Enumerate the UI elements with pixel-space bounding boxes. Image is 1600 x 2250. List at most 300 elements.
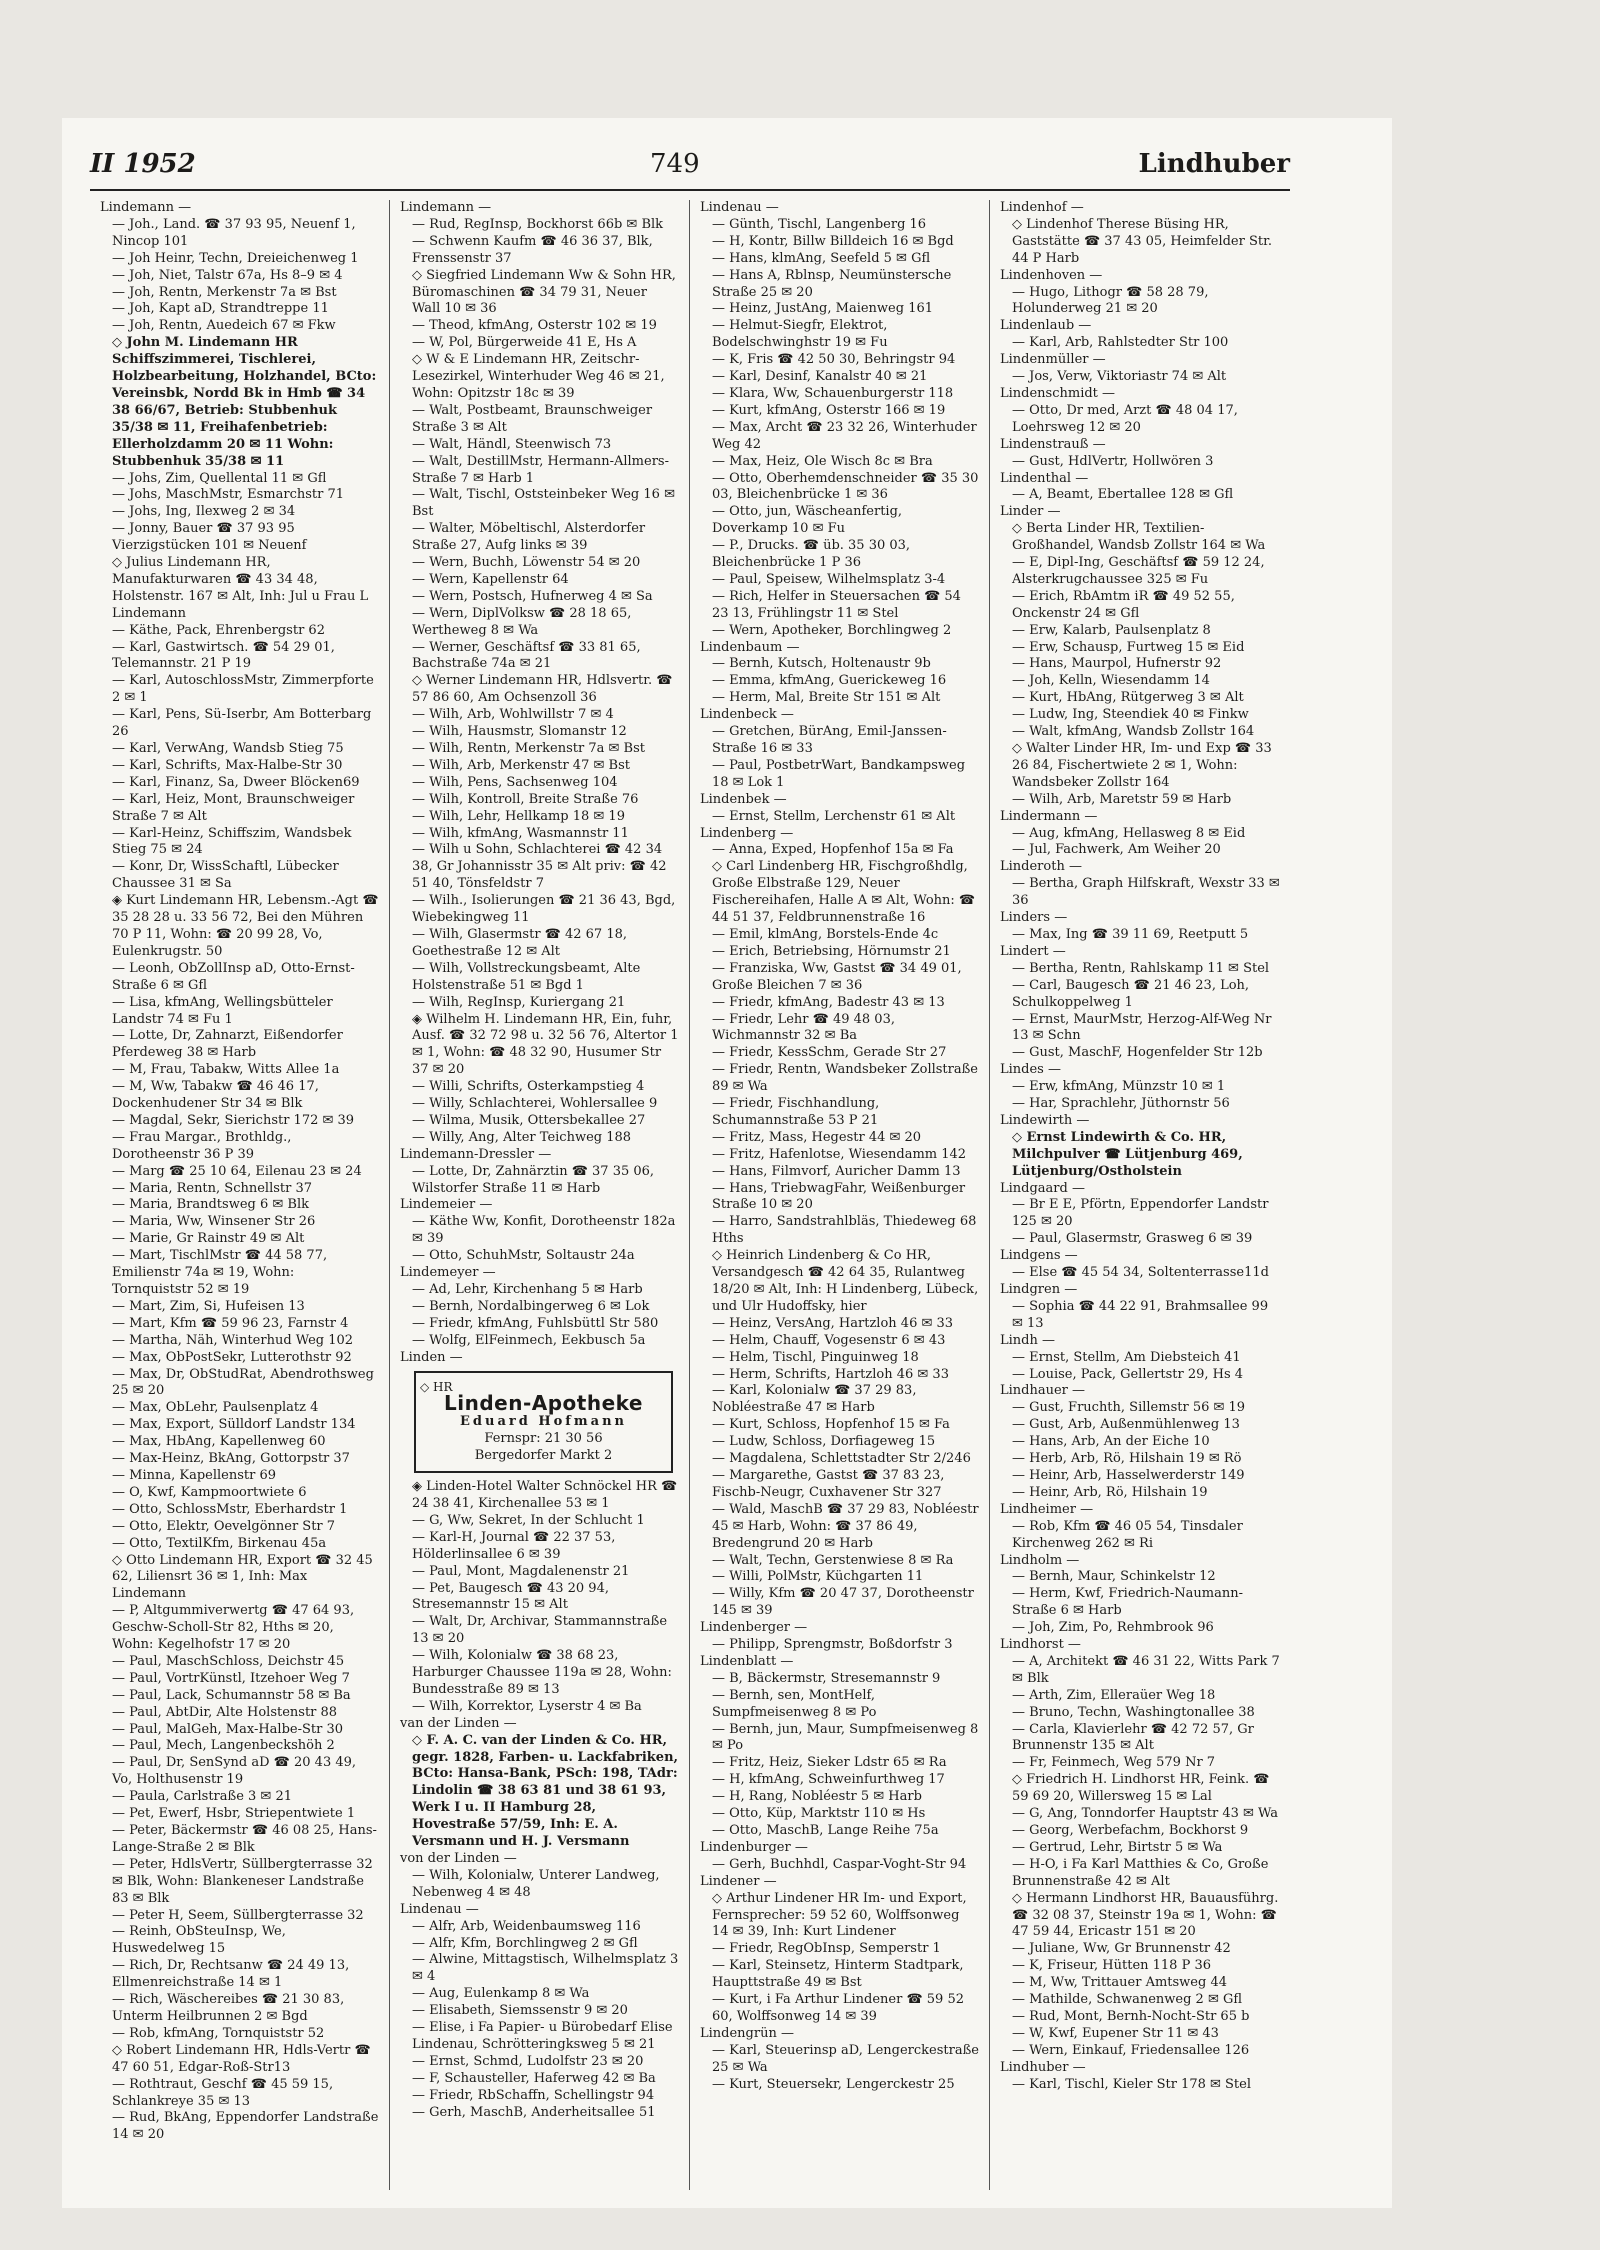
directory-entry: — Franziska, Ww, Gastst ☎ 34 49 01, Große Bleichen 7 ✉ 36: [712, 960, 962, 993]
directory-entry: — Max, HbAng, Kapellenweg 60: [112, 1434, 326, 1450]
directory-entry: — Otto, Dr med, Arzt ☎ 48 04 17, Loehrsweg 12 ✉ 20: [1012, 402, 1238, 435]
directory-entry: — Willy, Kfm ☎ 20 47 37, Dorotheenstr 145 ✉ 39: [712, 1586, 974, 1619]
directory-entry: — Pet, Baugesch ☎ 43 20 94, Stresemannstr 15 ✉ Alt: [412, 1580, 609, 1613]
directory-entry: — Kurt, kfmAng, Osterstr 166 ✉ 19: [712, 402, 946, 418]
directory-entry: — Friedr, KessSchm, Gerade Str 27: [712, 1045, 947, 1061]
surname-heading: Lindenbaum —: [700, 639, 800, 655]
directory-entry: — Max, Export, Sülldorf Landstr 134: [112, 1417, 356, 1433]
directory-entry: — Hans, Maurpol, Hufnerstr 92: [1012, 656, 1222, 672]
directory-entry: — Bruno, Techn, Washingtonallee 38: [1012, 1704, 1255, 1720]
directory-entry: — Aug, Eulenkamp 8 ✉ Wa: [412, 1986, 590, 2002]
directory-entry: — Paula, Carlstraße 3 ✉ 21: [112, 1789, 293, 1805]
directory-entry: — Herm, Mal, Breite Str 151 ✉ Alt: [712, 690, 941, 706]
directory-entry: ◇ Berta Linder HR, Textilien-Großhandel, Wandsb Zollstr 164 ✉ Wa: [1012, 521, 1266, 554]
directory-entry: — Wilh, Kolonialw ☎ 38 68 23, Harburger Chaussee 119a ✉ 28, Wohn: Bundesstraße 89 ✉ 13: [412, 1648, 672, 1697]
directory-entry: — Karl, AutoschlossMstr, Zimmerpforte 2 ✉ 1: [112, 673, 374, 706]
directory-entry: — Wilh, Arb, Wohlwillstr 7 ✉ 4: [412, 707, 614, 723]
directory-entry: — Heinz, VersAng, Hartzloh 46 ✉ 33: [712, 1315, 954, 1331]
directory-entry: — Lotte, Dr, Zahnarzt, Eißendorfer Pferdeweg 38 ✉ Harb: [112, 1028, 343, 1061]
directory-entry: — Hans, Arb, An der Eiche 10: [1012, 1434, 1210, 1450]
directory-entry: — Johs, Ing, Ilexweg 2 ✉ 34: [112, 504, 296, 520]
directory-entry: — Friedr, RegObInsp, Semperstr 1: [712, 1941, 941, 1957]
directory-entry: — Wilh, Arb, Merkenstr 47 ✉ Bst: [412, 757, 630, 773]
directory-entry: — Otto, Elektr, Oevelgönner Str 7: [112, 1518, 336, 1534]
directory-entry: — Willy, Schlachterei, Wohlersallee 9: [412, 1096, 658, 1112]
surname-heading: Lindenburger —: [700, 1839, 808, 1855]
directory-entry: — M, Ww, Trittauer Amtsweg 44: [1012, 1975, 1228, 1991]
directory-entry: — Hugo, Lithogr ☎ 58 28 79, Holunderweg 21 ✉ 20: [1012, 284, 1209, 317]
directory-entry: — Rich, Dr, Rechtsanw ☎ 24 49 13, Ellmenreichstraße 14 ✉ 1: [112, 1958, 350, 1991]
directory-entry: — Mart, Zim, Si, Hufeisen 13: [112, 1298, 305, 1314]
directory-entry: — Wern, Buchh, Löwenstr 54 ✉ 20: [412, 555, 641, 571]
directory-entry: — Max, Archt ☎ 23 32 26, Winterhuder Weg 42: [712, 419, 977, 452]
directory-entry: — Peter, Bäckermstr ☎ 46 08 25, Hans-Lange-Straße 2 ✉ Blk: [112, 1823, 377, 1855]
page-number: 749: [650, 149, 700, 179]
directory-entry: — Max, ObPostSekr, Lutterothstr 92: [112, 1349, 352, 1365]
directory-entry: — E, Dipl-Ing, Geschäftsf ☎ 59 12 24, Alsterkrugchaussee 325 ✉ Fu: [1012, 555, 1265, 587]
directory-entry: — Aug, kfmAng, Hellasweg 8 ✉ Eid: [1012, 825, 1246, 841]
directory-entry: ◇ Otto Lindemann HR, Export ☎ 32 45 62, Liliensrt 36 ✉ 1, Inh: Max Lindemann: [112, 1552, 373, 1602]
directory-entry: — B, Bäckermstr, Stresemannstr 9: [712, 1670, 941, 1686]
directory-entry: — Jul, Fachwerk, Am Weiher 20: [1012, 842, 1221, 858]
surname-heading: Lindermann —: [1000, 808, 1098, 824]
directory-entry: — Helmut-Siegfr, Elektrot, Bodelschwinghstr 19 ✉ Fu: [712, 318, 888, 351]
directory-entry: — Joh Heinr, Techn, Dreieichenweg 1: [112, 250, 359, 266]
directory-entry: — Max, Dr, ObStudRat, Abendrothsweg 25 ✉ 20: [112, 1366, 374, 1399]
directory-entry: — Kurt, i Fa Arthur Lindener ☎ 59 52 60, Wolffsonweg 14 ✉ 39: [712, 1992, 964, 2024]
directory-entry: ◇ Arthur Lindener HR Im- und Export, Fernsprecher: 59 52 60, Wolffsonweg 14 ✉ 39, Inh: Kurt Lindener: [712, 1890, 967, 1940]
directory-entry: ◇ Ernst Lindewirth & Co. HR, Milchpulver ☎ Lütjenburg 469, Lütjenburg/Ostholstein: [1012, 1129, 1243, 1179]
column-2: [390, 200, 690, 2190]
directory-entry: — Karl, Arb, Rahlstedter Str 100: [1012, 335, 1229, 351]
surname-heading: Lindenberg —: [700, 825, 794, 841]
directory-entry: — Kurt, Steuersekr, Lengerckestr 25: [712, 2076, 955, 2092]
directory-entry: — Friedr, kfmAng, Fuhlsbüttl Str 580: [412, 1315, 659, 1331]
surname-heading: Lindholm —: [1000, 1552, 1080, 1568]
directory-entry: — M, Frau, Tabakw, Witts Allee 1a: [112, 1062, 340, 1078]
surname-heading: Lindewirth —: [1000, 1112, 1090, 1128]
surname-heading: Lindemeyer —: [400, 1265, 496, 1281]
directory-entry: — Johs, Zim, Quellental 11 ✉ Gfl: [112, 470, 327, 486]
surname-heading: Lindes —: [1000, 1062, 1061, 1078]
surname-heading: Linden —: [400, 1349, 463, 1365]
directory-entry: — Frau Margar., Brothldg., Dorotheenstr 36 P 39: [112, 1129, 292, 1162]
directory-entry: — Käthe, Pack, Ehrenbergstr 62: [112, 622, 325, 638]
directory-entry: — Wilh, kfmAng, Wasmannstr 11: [412, 825, 629, 841]
surname-heading: Lindener —: [700, 1873, 777, 1889]
directory-entry: — Wern, DiplVolksw ☎ 28 18 65, Wertheweg 8 ✉ Wa: [412, 605, 632, 638]
directory-entry: — Herm, Kwf, Friedrich-Naumann-Straße 6 ✉ Harb: [1012, 1586, 1243, 1619]
directory-entry: — Philipp, Sprengmstr, Boßdorfstr 3: [712, 1637, 953, 1653]
directory-entry: — Friedr, kfmAng, Badestr 43 ✉ 13: [712, 994, 945, 1010]
directory-entry: — Paul, Dr, SenSynd aD ☎ 20 43 49, Vo, Holthusenstr 19: [112, 1755, 357, 1788]
directory-entry: — Rich, Wäschereibes ☎ 21 30 83, Unterm Heilbrunnen 2 ✉ Bgd: [112, 1992, 345, 2024]
directory-entry: ◇ Lindenhof Therese Büsing HR, Gaststätte ☎ 37 43 05, Heimfelder Str. 44 P Harb: [1012, 216, 1273, 266]
directory-entry: — Walt, Dr, Archivar, Stammannstraße 13 ✉ 20: [412, 1614, 668, 1647]
surname-heading: Lindemeier —: [400, 1197, 493, 1213]
directory-entry: — Ernst, MaurMstr, Herzog-Alf-Weg Nr 13 ✉ Schn: [1012, 1011, 1272, 1044]
directory-entry: — Fr, Feinmech, Weg 579 Nr 7: [1012, 1755, 1216, 1771]
directory-entry: — G, Ang, Tonndorfer Hauptstr 43 ✉ Wa: [1012, 1806, 1279, 1822]
directory-entry: — Wilh, Kontroll, Breite Straße 76: [412, 791, 639, 807]
directory-entry: — H-O, i Fa Karl Matthies & Co, Große Brunnenstraße 42 ✉ Alt: [1012, 1856, 1269, 1889]
directory-entry: — Wilh, Vollstreckungsbeamt, Alte Holstenstraße 51 ✉ Bgd 1: [412, 960, 641, 993]
directory-entry: — Günth, Tischl, Langenberg 16: [712, 216, 927, 232]
directory-entry: — Hans A, Rblnsp, Neumünstersche Straße 25 ✉ 20: [712, 267, 952, 300]
directory-entry: — Arth, Zim, Elleraüer Weg 18: [1012, 1687, 1216, 1703]
directory-entry: — Emma, kfmAng, Guerickeweg 16: [712, 673, 947, 689]
surname-heading: Lindheimer —: [1000, 1501, 1094, 1517]
directory-entry: ◇ Werner Lindemann HR, Hdlsvertr. ☎ 57 86 60, Am Ochsenzoll 36: [412, 673, 673, 706]
directory-entry: — H, Kontr, Billw Billdeich 16 ✉ Bgd: [712, 233, 954, 249]
surname-heading: Lindenlaub —: [1000, 318, 1092, 334]
directory-entry: — Maria, Rentn, Schnellstr 37: [112, 1180, 313, 1196]
directory-entry: — Bernh, Kutsch, Holtenaustr 9b: [712, 656, 931, 672]
column-1: [90, 200, 390, 2190]
directory-entry: — Wilh, Pens, Sachsenweg 104: [412, 774, 618, 790]
directory-entry: — Theod, kfmAng, Osterstr 102 ✉ 19: [412, 318, 657, 334]
surname-heading: Lindgren —: [1000, 1282, 1078, 1297]
surname-heading: Lindgaard —: [1000, 1180, 1085, 1196]
directory-entry: — Louise, Pack, Gellertstr 29, Hs 4: [1012, 1366, 1244, 1382]
directory-entry: ◇ Siegfried Lindemann Ww & Sohn HR, Büromaschinen ☎ 34 79 31, Neuer Wall 10 ✉ 36: [412, 267, 676, 317]
directory-entry: — Fritz, Hafenlotse, Wiesendamm 142: [712, 1146, 967, 1162]
directory-entry: — Lisa, kfmAng, Wellingsbütteler Landstr 74 ✉ Fu 1: [112, 994, 333, 1027]
directory-entry: — W, Kwf, Eupener Str 11 ✉ 43: [1012, 2025, 1219, 2041]
directory-entry: — Wilh, RegInsp, Kuriergang 21: [412, 994, 626, 1010]
directory-entry: — Erich, Betriebsing, Hörnumstr 21: [712, 943, 951, 959]
directory-entry: — Erich, RbAmtm iR ☎ 49 52 55, Onckenstr 24 ✉ Gfl: [1012, 588, 1235, 621]
directory-entry: — Wilh u Sohn, Schlachterei ☎ 42 34 38, Gr Johannisstr 35 ✉ Alt priv: ☎ 42 51 40, Tönsfeldstr 7: [412, 842, 667, 892]
directory-entry: — Klara, Ww, Schauenburgerstr 118: [712, 385, 954, 401]
directory-entry: ◇ W & E Lindemann HR, Zeitschr-Lesezirkel, Winterhuder Weg 46 ✉ 21, Wohn: Opitzstr 18c ✉ 39: [412, 352, 665, 401]
surname-heading: Lindenberger —: [700, 1620, 808, 1636]
directory-entry: — Heinr, Arb, Hasselwerderstr 149: [1012, 1467, 1245, 1483]
directory-entry: — Gust, HdlVertr, Hollwören 3: [1012, 453, 1214, 469]
directory-entry: — Magdal, Sekr, Sierichstr 172 ✉ 39: [112, 1112, 355, 1128]
directory-entry: — F, Schausteller, Haferweg 42 ✉ Ba: [412, 2070, 656, 2086]
directory-entry: — Margarethe, Gastst ☎ 37 83 23, Fischb-Neugr, Cuxhavener Str 327: [712, 1467, 945, 1500]
directory-entry: ◇ Julius Lindemann HR, Manufakturwaren ☎ 43 34 48, Holstenstr. 167 ✉ Alt, Inh: Jul u Frau L Lindemann: [112, 555, 369, 621]
directory-entry: ◇ Carl Lindenberg HR, Fischgroßhdlg, Große Elbstraße 129, Neuer Fischereihafen, Halle A ✉ Alt, Wohn: ☎ 44 51 37, Feldbrunnenstraße 16: [712, 859, 976, 926]
directory-entry: — Wern, Kapellenstr 64: [412, 571, 569, 587]
directory-entry: — Gretchen, BürAng, Emil-Janssen-Straße 16 ✉ 33: [712, 724, 947, 756]
directory-entry: — Karl, Pens, Sü-Iserbr, Am Botterbarg 26: [112, 707, 372, 740]
directory-entry: — Paul, VortrKünstl, Itzehoer Weg 7: [112, 1670, 350, 1686]
directory-entry: — Bertha, Rentn, Rahlskamp 11 ✉ Stel: [1012, 960, 1270, 976]
surname-heading: Linder —: [1000, 504, 1061, 520]
directory-entry: — H, Rang, Nobléestr 5 ✉ Harb: [712, 1789, 922, 1805]
surname-heading: Lindh —: [1000, 1332, 1055, 1348]
directory-entry: — Walt, Tischl, Oststeinbeker Weg 16 ✉ Bst: [412, 487, 675, 520]
directory-entry: — Wern, Einkauf, Friedensallee 126: [1012, 2042, 1250, 2058]
directory-columns: [90, 200, 1290, 2190]
directory-entry: — Helm, Chauff, Vogesenstr 6 ✉ 43: [712, 1332, 946, 1348]
ad-tag: ◇ HR: [420, 1379, 453, 1394]
directory-entry: ◇ Hermann Lindhorst HR, Bauausführg. ☎ 32 08 37, Steinstr 19a ✉ 1, Wohn: ☎ 47 59 44, Ericastr 151 ✉ 20: [1012, 1890, 1279, 1940]
directory-entry: — Fritz, Heiz, Sieker Ldstr 65 ✉ Ra: [712, 1755, 947, 1771]
surname-heading: Linders —: [1000, 910, 1068, 926]
directory-entry: ◈ Kurt Lindemann HR, Lebensm.-Agt ☎ 35 28 28 u. 33 56 72, Bei den Mühren 70 P 11, Wohn: ☎ 20 99 28, Vo, Eulenkrugstr. 50: [112, 893, 379, 959]
directory-entry: — Gust, MaschF, Hogenfelder Str 12b: [1012, 1045, 1263, 1061]
directory-entry: — Peter H, Seem, Süllbergterrasse 32: [112, 1907, 364, 1923]
directory-entry: — Paul, Mech, Langenbeckshöh 2: [112, 1738, 335, 1754]
directory-entry: — Bernh, jun, Maur, Sumpfmeisenweg 8 ✉ Po: [712, 1721, 979, 1754]
surname-heading: Lindenthal —: [1000, 470, 1089, 486]
directory-entry: — Paul, PostbetrWart, Bandkampsweg 18 ✉ Lok 1: [712, 757, 966, 790]
surname-heading: Lindemann-Dressler —: [400, 1146, 552, 1162]
directory-entry: — Wern, Apotheker, Borchlingweg 2: [712, 622, 952, 638]
directory-entry: — Otto, Küp, Marktstr 110 ✉ Hs: [712, 1806, 926, 1822]
directory-entry: — Karl, Heiz, Mont, Braunschweiger Straße 7 ✉ Alt: [112, 791, 355, 824]
directory-entry: — Ernst, Stellm, Lerchenstr 61 ✉ Alt: [712, 808, 956, 824]
directory-entry: — Maria, Ww, Winsener Str 26: [112, 1214, 316, 1230]
directory-entry: — Wilh, Arb, Maretstr 59 ✉ Harb: [1012, 791, 1232, 807]
surname-heading: Lindenschmidt —: [1000, 385, 1116, 401]
ad-line: Bergedorfer Markt 2: [474, 1448, 613, 1464]
directory-entry: — Paul, MaschSchloss, Deichstr 45: [112, 1653, 345, 1669]
directory-entry: — Rud, BkAng, Eppendorfer Landstraße 14 ✉ 20: [112, 2110, 379, 2143]
directory-entry: — Gust, Fruchth, Sillemstr 56 ✉ 19: [1012, 1400, 1246, 1416]
directory-entry: — Reinh, ObSteuInsp, We, Huswedelweg 15: [112, 1924, 286, 1957]
page-header: [90, 145, 1290, 191]
directory-entry: — Wilh, Rentn, Merkenstr 7a ✉ Bst: [412, 741, 645, 756]
surname-heading: Lindenstrauß —: [1000, 436, 1106, 452]
directory-entry: — Walt, Postbeamt, Braunschweiger Straße 3 ✉ Alt: [412, 402, 653, 435]
directory-entry: — Wern, Postsch, Hufnerweg 4 ✉ Sa: [412, 588, 653, 604]
directory-entry: — Joh, Rentn, Merkenstr 7a ✉ Bst: [112, 284, 337, 300]
directory-entry: — Alfr, Arb, Weidenbaumsweg 116: [412, 1918, 641, 1934]
surname-heading: Lindhuber —: [1000, 2059, 1086, 2075]
directory-entry: — Willi, PolMstr, Küchgarten 11: [712, 1569, 924, 1585]
edition-label: II 1952: [90, 149, 196, 179]
directory-entry: — Georg, Werbefachm, Bockhorst 9: [1012, 1823, 1249, 1838]
directory-entry: — Else ☎ 45 54 34, Soltenterrasse11d: [1012, 1265, 1269, 1281]
directory-entry: — Ludw, Ing, Steendiek 40 ✉ Finkw: [1012, 707, 1249, 723]
directory-entry: — Wilma, Musik, Ottersbekallee 27: [412, 1112, 646, 1128]
directory-entry: — Maria, Brandtsweg 6 ✉ Blk: [112, 1197, 309, 1213]
directory-entry: ◇ F. A. C. van der Linden & Co. HR, gegr. 1828, Farben- u. Lackfabriken, BCto: Hansa-Bank, PSch: 198, TAdr: Lindolin ☎ 38 63 81 und 38 61 93, Werk I u. II Hamburg 28, Hovestraße 57/59, Inh: E. A. Versmann und H. J. Versmann: [412, 1732, 679, 1850]
column-4: [990, 200, 1290, 2190]
directory-entry: — Emil, klmAng, Borstels-Ende 4c: [712, 926, 939, 942]
directory-entry: — Mart, TischlMstr ☎ 44 58 77, Emilienstr 74a ✉ 19, Wohn: Tornquiststr 52 ✉ 19: [112, 1248, 328, 1297]
directory-entry: — Friedr, Rentn, Wandsbeker Zollstraße 89 ✉ Wa: [712, 1062, 978, 1095]
directory-entry: — Rich, Helfer in Steuersachen ☎ 54 23 13, Frühlingstr 11 ✉ Stel: [712, 588, 961, 621]
directory-entry: — Alwine, Mittagstisch, Wilhelmsplatz 3 ✉ 4: [412, 1952, 679, 1985]
directory-entry: — Elisabeth, Siemssenstr 9 ✉ 20: [412, 2003, 628, 2019]
directory-entry: ◈ Linden-Hotel Walter Schnöckel HR ☎ 24 38 41, Kirchenallee 53 ✉ 1: [412, 1479, 678, 1511]
directory-entry: — Fritz, Mass, Hegestr 44 ✉ 20: [712, 1129, 922, 1145]
directory-entry: — Konr, Dr, WissSchaftl, Lübecker Chaussee 31 ✉ Sa: [112, 859, 339, 892]
directory-entry: — Rothtraut, Geschf ☎ 45 59 15, Schlankreye 35 ✉ 13: [112, 2076, 334, 2109]
directory-entry: — A, Beamt, Ebertallee 128 ✉ Gfl: [1012, 487, 1234, 503]
directory-entry: — Joh, Zim, Po, Rehmbrook 96: [1012, 1620, 1214, 1636]
directory-entry: — Paul, AbtDir, Alte Holstenstr 88: [112, 1704, 338, 1720]
directory-entry: — Heinz, JustAng, Maienweg 161: [712, 301, 934, 317]
surname-heading: Lindengrün —: [700, 2025, 794, 2041]
surname-heading: Lindhauer —: [1000, 1383, 1086, 1399]
directory-entry: — Elise, i Fa Papier- u Bürobedarf Elise Lindenau, Schrötteringksweg 5 ✉ 21: [412, 2020, 673, 2052]
directory-entry: — K, Fris ☎ 42 50 30, Behringstr 94: [712, 352, 956, 368]
directory-entry: — Otto, SchuhMstr, Soltaustr 24a: [412, 1248, 635, 1264]
directory-entry: ◇ Walter Linder HR, Im- und Exp ☎ 33 26 84, Fischertwiete 2 ✉ 1, Wohn: Wandsbeker Zollstr 164: [1012, 741, 1272, 790]
surname-heading: Lindenbek —: [700, 791, 787, 807]
directory-entry: — Willy, Ang, Alter Teichweg 188: [412, 1129, 632, 1145]
directory-entry: — Friedr, RbSchaffn, Schellingstr 94: [412, 2087, 655, 2103]
surname-heading: Lindemann —: [100, 200, 192, 215]
directory-entry: — M, Ww, Tabakw ☎ 46 46 17, Dockenhudener Str 34 ✉ Blk: [112, 1079, 319, 1112]
directory-entry: — Paul, MalGeh, Max-Halbe-Str 30: [112, 1721, 344, 1737]
directory-entry: — Erw, Schausp, Furtweg 15 ✉ Eid: [1012, 639, 1245, 655]
directory-entry: — Mart, Kfm ☎ 59 96 23, Farnstr 4: [112, 1315, 349, 1331]
directory-entry: ◇ John M. Lindemann HR Schiffszimmerei, Tischlerei, Holzbearbeitung, Holzhandel, BCto: Vereinsbk, Nordd Bk in Hmb ☎ 34 38 66/67, Betrieb: Stubbenhuk 35/38 ✉ 11, Freihafenbetrieb: Ellerholzdamm 20 ✉ 11 Wohn: Stubbenhuk 35/38 ✉ 11: [112, 335, 377, 469]
directory-entry: — Heinr, Arb, Rö, Hilshain 19: [1012, 1484, 1208, 1500]
directory-entry: — Werner, Geschäftsf ☎ 33 81 65, Bachstraße 74a ✉ 21: [412, 639, 641, 672]
directory-entry: — Ludw, Schloss, Dorfiageweg 15: [712, 1434, 936, 1450]
directory-entry: — Har, Sprachlehr, Jüthornstr 56: [1012, 1096, 1230, 1112]
surname-heading: Lindert —: [1000, 943, 1066, 959]
surname-heading: von der Linden —: [400, 1851, 517, 1866]
directory-entry: — Minna, Kapellenstr 69: [112, 1467, 277, 1483]
directory-entry: — Wilh., Isolierungen ☎ 21 36 43, Bgd, Wiebekingweg 11: [412, 893, 676, 926]
directory-entry: — Friedr, Fischhandlung, Schumannstraße 53 P 21: [712, 1096, 880, 1128]
directory-entry: — G, Ww, Sekret, In der Schlucht 1: [412, 1512, 645, 1528]
directory-entry: — Wolfg, ElFeinmech, Eekbusch 5a: [412, 1332, 646, 1348]
directory-entry: — Walt, Händl, Steenwisch 73: [412, 436, 612, 452]
directory-entry: — Wilh, Kolonialw, Unterer Landweg, Nebenweg 4 ✉ 48: [412, 1867, 660, 1900]
directory-entry: — A, Architekt ☎ 46 31 22, Witts Park 7 ✉ Blk: [1012, 1653, 1280, 1686]
directory-entry: — Walter, Möbeltischl, Alsterdorfer Straße 27, Aufg links ✉ 39: [412, 521, 646, 554]
running-head: Lindhuber: [1138, 149, 1290, 179]
directory-entry: — Marie, Gr Rainstr 49 ✉ Alt: [112, 1231, 305, 1247]
directory-entry: — Otto, SchlossMstr, Eberhardstr 1: [112, 1501, 348, 1517]
surname-heading: Lindenhoven —: [1000, 267, 1103, 283]
directory-entry: — Herm, Schrifts, Hartzloh 46 ✉ 33: [712, 1366, 949, 1382]
directory-entry: ◇ Friedrich H. Lindhorst HR, Feink. ☎ 59 69 20, Willersweg 15 ✉ Lal: [1012, 1772, 1270, 1805]
directory-entry: — Schwenn Kaufm ☎ 46 36 37, Blk, Frenssenstr 37: [412, 233, 653, 266]
directory-entry: — Karl, Steinsetz, Hinterm Stadtpark, Haupttstraße 49 ✉ Bst: [712, 1958, 964, 1991]
directory-entry: — Wilh, Hausmstr, Slomanstr 12: [412, 724, 627, 740]
directory-entry: — Rud, Mont, Bernh-Nocht-Str 65 b: [1012, 2008, 1250, 2024]
surname-heading: Lindenmüller —: [1000, 352, 1106, 368]
directory-entry: — Wald, MaschB ☎ 37 29 83, Nobléestr 45 ✉ Harb, Wohn: ☎ 37 86 49, Bredengrund 20 ✉ Harb: [712, 1501, 979, 1551]
directory-entry: — Mathilde, Schwanenweg 2 ✉ Gfl: [1012, 1992, 1243, 2008]
directory-entry: — Leonh, ObZollInsp aD, Otto-Ernst-Straße 6 ✉ Gfl: [112, 960, 355, 993]
directory-entry: — Erw, kfmAng, Münzstr 10 ✉ 1: [1012, 1079, 1226, 1095]
ad-title: Linden-Apotheke: [444, 1391, 643, 1416]
surname-heading: Lindhorst —: [1000, 1637, 1081, 1653]
directory-entry: — Bernh, Maur, Schinkelstr 12: [1012, 1569, 1216, 1585]
directory-entry: — K, Friseur, Hütten 118 P 36: [1012, 1958, 1212, 1974]
directory-entry: — Ernst, Schmd, Ludolfstr 23 ✉ 20: [412, 2053, 644, 2069]
directory-entry: — Rob, kfmAng, Tornquiststr 52: [112, 2025, 325, 2041]
directory-entry: — Bertha, Graph Hilfskraft, Wexstr 33 ✉ 36: [1012, 876, 1280, 909]
directory-entry: — Martha, Näh, Winterhud Weg 102: [112, 1332, 354, 1348]
directory-entry: — Karl, Steuerinsp aD, Lengerckestraße 25 ✉ Wa: [712, 2042, 979, 2075]
directory-entry: — Karl, Schrifts, Max-Halbe-Str 30: [112, 757, 343, 773]
directory-entry: — Paul, Mont, Magdalenenstr 21: [412, 1563, 630, 1579]
directory-entry: — P., Drucks. ☎ üb. 35 30 03, Bleichenbrücke 1 P 36: [712, 538, 911, 571]
directory-entry: — Otto, TextilKfm, Birkenau 45a: [112, 1535, 327, 1551]
directory-entry: — Marg ☎ 25 10 64, Eilenau 23 ✉ 24: [112, 1163, 362, 1179]
directory-entry: — Otto, jun, Wäscheanfertig, Doverkamp 10 ✉ Fu: [712, 504, 903, 537]
directory-entry: — Willi, Schrifts, Osterkampstieg 4: [412, 1079, 645, 1095]
directory-entry: — Otto, Oberhemdenschneider ☎ 35 30 03, Bleichenbrücke 1 ✉ 36: [712, 470, 979, 503]
directory-entry: — Walt, Techn, Gerstenwiese 8 ✉ Ra: [712, 1552, 954, 1568]
column-3: [690, 200, 990, 2190]
directory-entry: — Max-Heinz, BkAng, Gottorpstr 37: [112, 1451, 350, 1467]
directory-entry: — Magdalena, Schlettstadter Str 2/246: [712, 1451, 971, 1467]
directory-entry: — O, Kwf, Kampmoortwiete 6: [112, 1484, 307, 1500]
directory-entry: — Karl-Heinz, Schiffszim, Wandsbek Stieg 75 ✉ 24: [112, 825, 352, 858]
directory-entry: — Karl, Tischl, Kieler Str 178 ✉ Stel: [1012, 2076, 1251, 2092]
ad-line: Fernspr: 21 30 56: [484, 1431, 603, 1447]
directory-entry: — Lotte, Dr, Zahnärztin ☎ 37 35 06, Wilstorfer Straße 11 ✉ Harb: [412, 1163, 655, 1196]
directory-entry: — Max, Heiz, Ole Wisch 8c ✉ Bra: [712, 453, 933, 469]
directory-entry: — Karl, Desinf, Kanalstr 40 ✉ 21: [712, 369, 928, 385]
directory-entry: — Jos, Verw, Viktoriastr 74 ✉ Alt: [1012, 369, 1227, 385]
directory-entry: ◇ Heinrich Lindenberg & Co HR, Versandgesch ☎ 42 64 35, Rulantweg 18/20 ✉ Alt, Inh: H Lindenberg, Lübeck, und Ulr Hudoffsky, hier: [712, 1248, 979, 1314]
directory-entry: — W, Pol, Bürgerweide 41 E, Hs A: [412, 335, 637, 351]
directory-entry: — Wilh, Glasermstr ☎ 42 67 18, Goethestraße 12 ✉ Alt: [412, 926, 628, 959]
surname-heading: van der Linden —: [400, 1715, 517, 1731]
directory-entry: — Karl, VerwAng, Wandsb Stieg 75: [112, 741, 344, 756]
surname-heading: Lindemann —: [400, 200, 492, 215]
directory-entry: — Walt, DestillMstr, Hermann-Allmers-Straße 7 ✉ Harb 1: [412, 453, 669, 486]
directory-entry: — Hans, TriebwagFahr, Weißenburger Straße 10 ✉ 20: [712, 1180, 966, 1213]
directory-entry: — Friedr, Lehr ☎ 49 48 03, Wichmannstr 32 ✉ Ba: [712, 1011, 895, 1044]
directory-entry: — Joh, Kapt aD, Strandtreppe 11: [112, 301, 329, 317]
directory-entry: — Jonny, Bauer ☎ 37 93 95 Vierzigstücken 101 ✉ Neuenf: [112, 521, 307, 554]
surname-heading: Lindenhof —: [1000, 200, 1084, 215]
directory-entry: — Erw, Kalarb, Paulsenplatz 8: [1012, 622, 1211, 638]
directory-entry: — Ernst, Stellm, Am Diebsteich 41: [1012, 1349, 1241, 1365]
directory-entry: — Karl, Kolonialw ☎ 37 29 83, Nobléestraße 47 ✉ Harb: [712, 1383, 917, 1416]
directory-entry: — H, kfmAng, Schweinfurthweg 17: [712, 1772, 945, 1788]
directory-entry: ◇ Robert Lindemann HR, Hdls-Vertr ☎ 47 60 51, Edgar-Roß-Str13: [112, 2042, 371, 2075]
directory-entry: — Peter, HdlsVertr, Süllbergterrasse 32 ✉ Blk, Wohn: Blankeneser Landstraße 83 ✉ Blk: [112, 1856, 373, 1906]
directory-entry: — Paul, Speisew, Wilhelmsplatz 3-4: [712, 571, 946, 587]
directory-entry: — Karl-H, Journal ☎ 22 37 53, Hölderlinsallee 6 ✉ 39: [412, 1529, 616, 1562]
directory-entry: — Carl, Baugesch ☎ 21 46 23, Loh, Schulkoppelweg 1: [1012, 977, 1250, 1010]
surname-heading: Lindenau —: [700, 200, 779, 215]
directory-entry: — Anna, Exped, Hopfenhof 15a ✉ Fa: [712, 842, 954, 858]
directory-entry: — Joh., Land. ☎ 37 93 95, Neuenf 1, Nincop 101: [112, 216, 356, 249]
directory-entry: — Max, Ing ☎ 39 11 69, Reetputt 5: [1012, 926, 1249, 942]
directory-entry: — Karl, Gastwirtsch. ☎ 54 29 01, Telemannstr. 21 P 19: [112, 639, 335, 672]
directory-entry: — Joh, Rentn, Auedeich 67 ✉ Fkw: [112, 318, 336, 334]
directory-entry: — Juliane, Ww, Gr Brunnenstr 42: [1012, 1941, 1231, 1957]
directory-entry: — Max, ObLehr, Paulsenplatz 4: [112, 1400, 319, 1416]
directory-entry: — Harro, Sandstrahlbläs, Thiedeweg 68 Hths: [712, 1214, 977, 1247]
directory-entry: — Käthe Ww, Konfit, Dorotheenstr 182a ✉ 39: [412, 1214, 676, 1247]
surname-heading: Linderoth —: [1000, 859, 1082, 875]
directory-entry: — Pet, Ewerf, Hsbr, Striepentwiete 1: [112, 1806, 356, 1822]
directory-entry: — Gertrud, Lehr, Birtstr 5 ✉ Wa: [1012, 1839, 1223, 1855]
directory-entry: — Bernh, sen, MontHelf, Sumpfmeisenweg 8 ✉ Po: [712, 1687, 877, 1720]
directory-entry: — Gust, Arb, Außenmühlenweg 13: [1012, 1417, 1240, 1433]
directory-entry: — Carla, Klavierlehr ☎ 42 72 57, Gr Brunnenstr 135 ✉ Alt: [1012, 1721, 1254, 1754]
directory-entry: — Wilh, Lehr, Hellkamp 18 ✉ 19: [412, 808, 625, 824]
directory-entry: — Hans, Filmvorf, Auricher Damm 13: [712, 1163, 961, 1179]
directory-entry: — Johs, MaschMstr, Esmarchstr 71: [112, 487, 345, 503]
surname-heading: Lindgens —: [1000, 1248, 1078, 1264]
directory-entry: — Herb, Arb, Rö, Hilshain 19 ✉ Rö: [1012, 1451, 1242, 1467]
directory-entry: — Walt, kfmAng, Wandsb Zollstr 164: [1012, 724, 1255, 740]
directory-entry: — Gerh, MaschB, Anderheitsallee 51: [412, 2104, 656, 2120]
directory-entry: — Hans, klmAng, Seefeld 5 ✉ Gfl: [712, 250, 931, 266]
directory-entry: — Rud, RegInsp, Bockhorst 66b ✉ Blk: [412, 216, 664, 232]
